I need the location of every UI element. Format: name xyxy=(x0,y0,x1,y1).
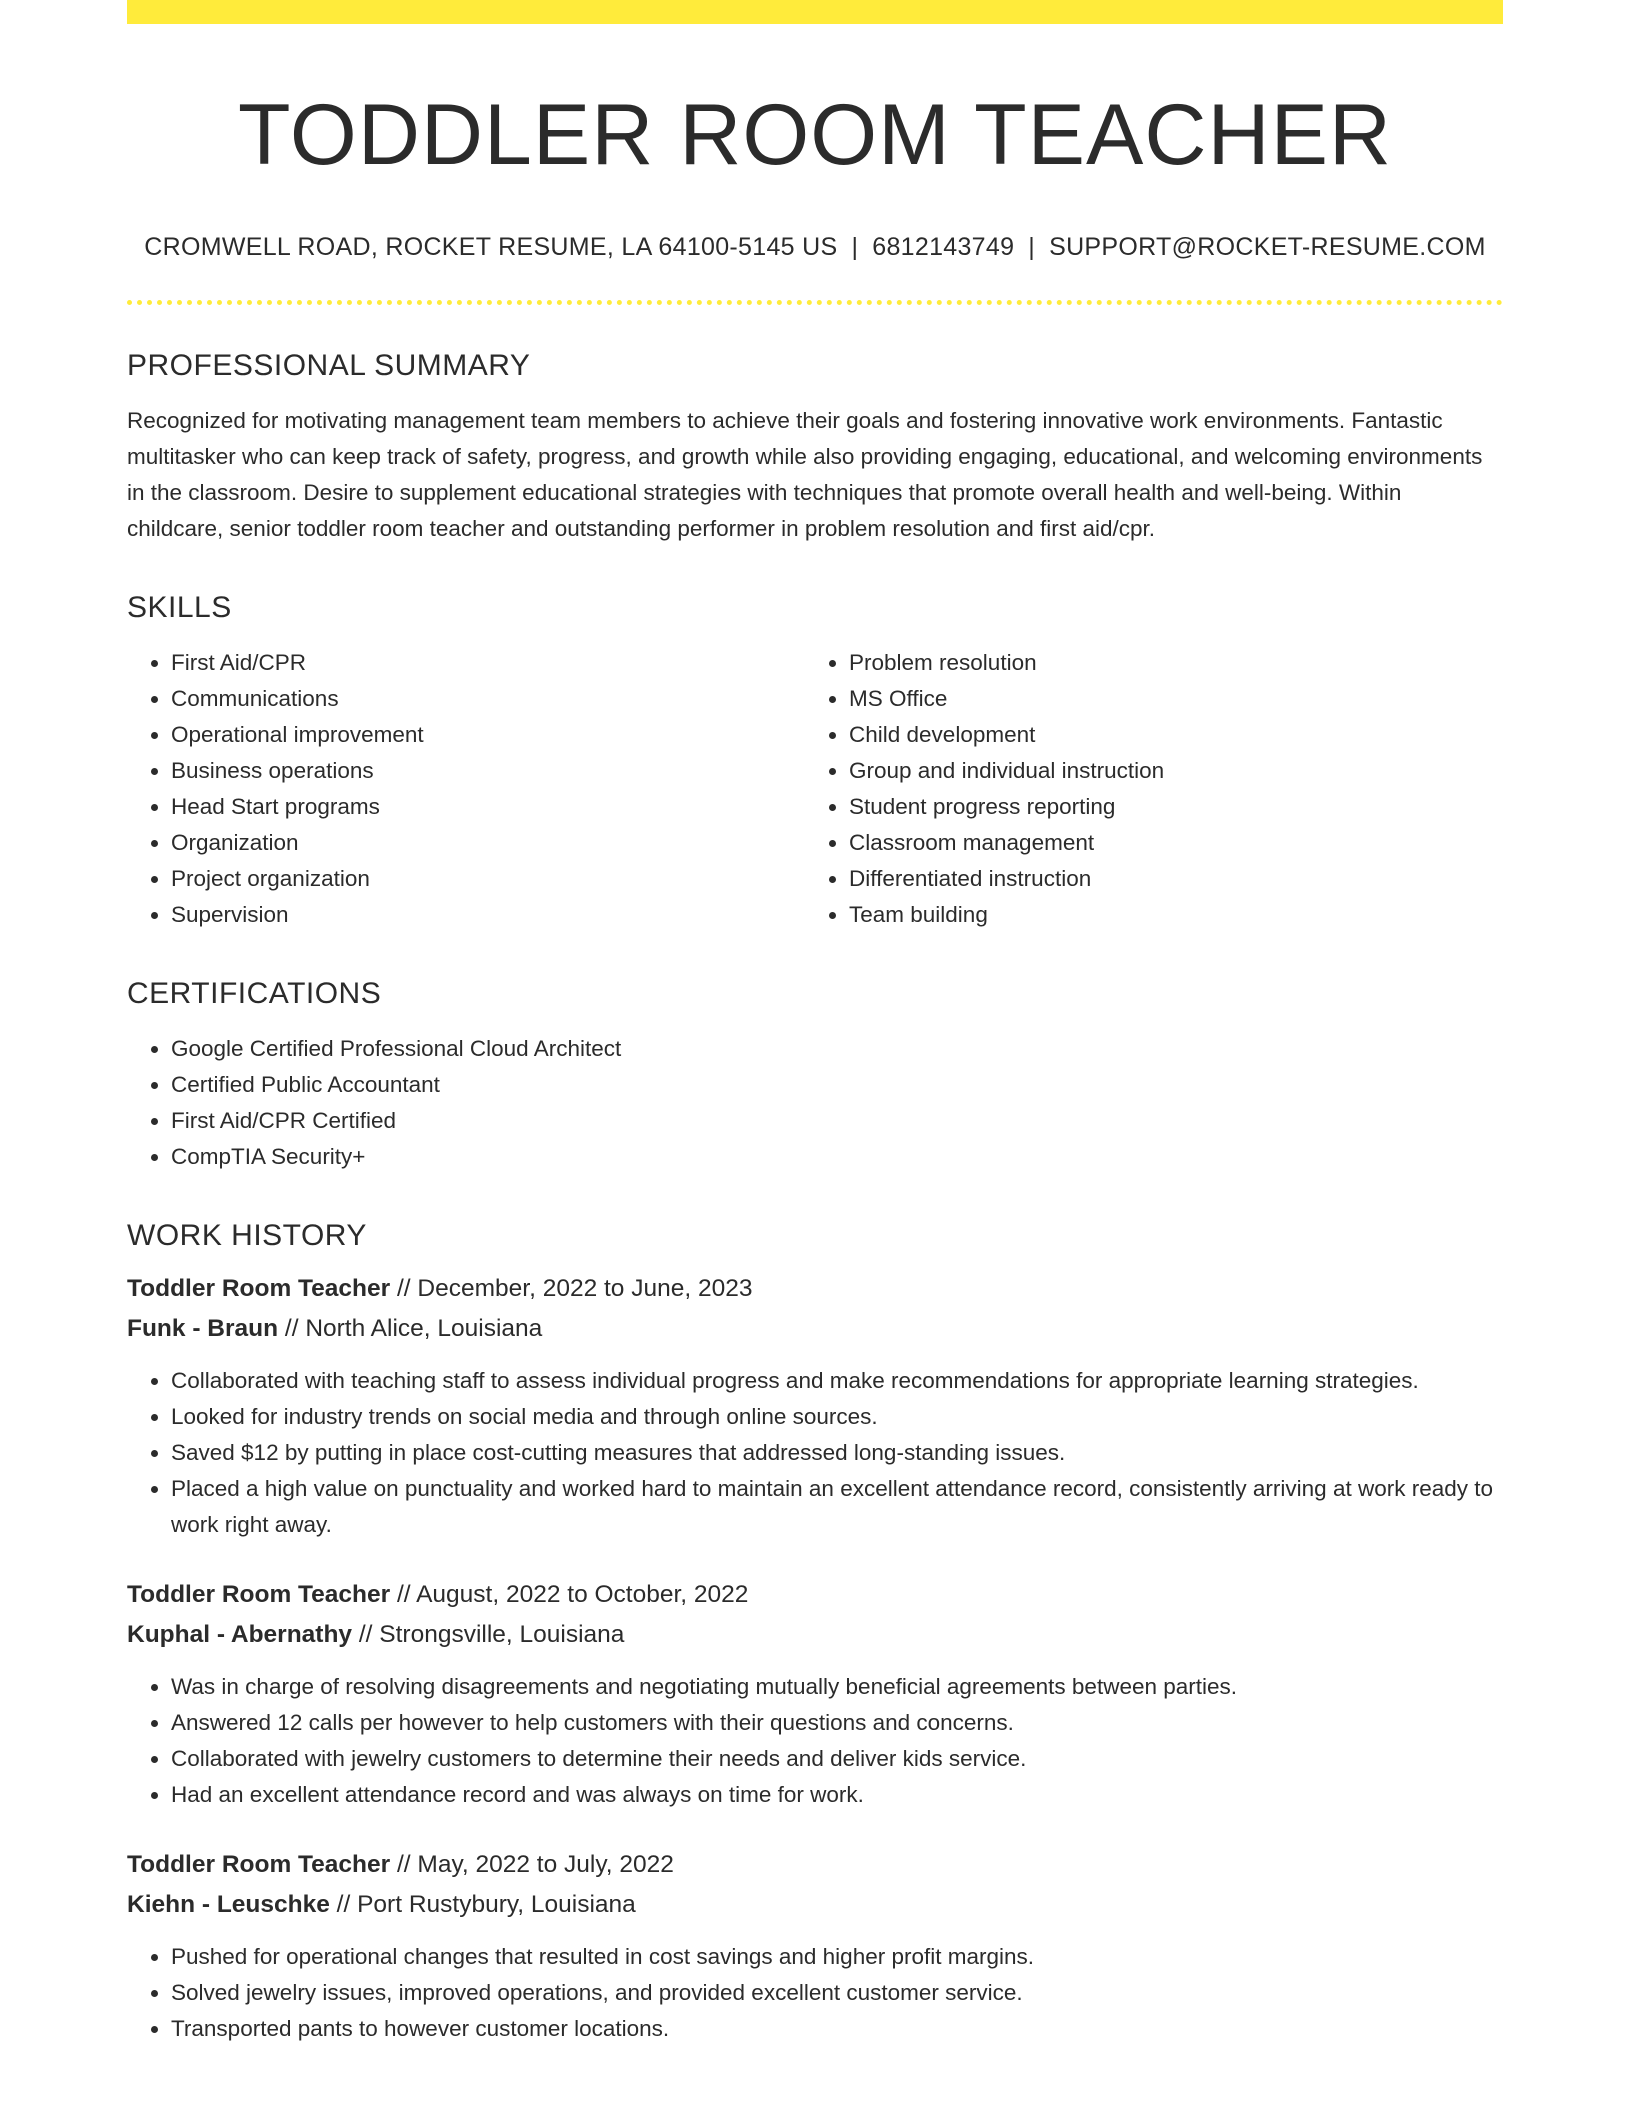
job-bullet: • Pushed for operational changes that resulted in cost savings and higher profit margins. xyxy=(171,1939,1503,1975)
job-location: // Strongsville, Louisiana xyxy=(352,1621,625,1649)
job-role: Toddler Room Teacher xyxy=(127,1851,391,1879)
job-bullet: • Placed a high value on punctuality and worked hard to maintain an excellent attendance record, consistently arriving at work ready to work right away. xyxy=(171,1471,1503,1543)
job-dates: // August, 2022 to October, 2022 xyxy=(390,1581,749,1609)
job-role-line xyxy=(127,1845,1503,1885)
resume-page xyxy=(127,0,1503,2047)
job-company-line xyxy=(127,1615,1503,1655)
contact-email[interactable]: SUPPORT@ROCKET-RESUME.COM xyxy=(1049,233,1486,262)
work-history-section xyxy=(127,1219,1503,2047)
job-bullet: • Looked for industry trends on social media and through online sources. xyxy=(171,1399,1503,1435)
job-bullet: • Collaborated with jewelry customers to determine their needs and deliver kids service. xyxy=(171,1741,1503,1777)
job-bullets xyxy=(127,1939,1503,2047)
skill-item: • Operational improvement xyxy=(171,717,805,753)
skill-item: • Child development xyxy=(849,717,1483,753)
certifications-list xyxy=(127,1031,1503,1175)
job-bullets xyxy=(127,1363,1503,1543)
skills-section xyxy=(127,591,1503,933)
job-entry xyxy=(127,1575,1503,1813)
skills-list-left xyxy=(127,645,805,933)
job-role: Toddler Room Teacher xyxy=(127,1581,391,1609)
job-company: Funk - Braun xyxy=(127,1315,279,1343)
job-location: // Port Rustybury, Louisiana xyxy=(329,1891,636,1919)
skill-item: • Project organization xyxy=(171,861,805,897)
certifications-heading: CERTIFICATIONS xyxy=(127,977,382,1011)
job-company-line xyxy=(127,1885,1503,1925)
skill-item: • Team building xyxy=(849,897,1483,933)
contact-separator: | xyxy=(851,233,859,262)
summary-section xyxy=(127,349,1503,547)
skill-item: • Problem resolution xyxy=(849,645,1483,681)
skill-item: • Head Start programs xyxy=(171,789,805,825)
job-entry xyxy=(127,1269,1503,1543)
contact-separator: | xyxy=(1028,233,1036,262)
resume-name: TODDLER ROOM TEACHER xyxy=(237,87,1393,183)
job-role: Toddler Room Teacher xyxy=(127,1275,391,1303)
summary-text: Recognized for motivating management team members to achieve their goals and fostering innovative work environments. Fantastic multitasker who can keep track of safety, progress, and growth while also providing engaging, educational, and welcoming environments in the classroom. Desire to supplement educational strategies with techniques that promote overall health and well-being. Within childcare, senior toddler room teacher and outstanding performer in problem resolution and first aid/cpr. xyxy=(127,408,1483,542)
contact-address: CROMWELL ROAD, ROCKET RESUME, LA 64100-5145 US xyxy=(144,233,838,262)
certification-item: • Google Certified Professional Cloud Architect xyxy=(171,1031,1503,1067)
skill-item: • Differentiated instruction xyxy=(849,861,1483,897)
contact-line xyxy=(127,233,1503,262)
skill-item: • Group and individual instruction xyxy=(849,753,1483,789)
job-bullet: • Answered 12 calls per however to help customers with their questions and concerns. xyxy=(171,1705,1503,1741)
job-bullet: • Had an excellent attendance record and was always on time for work. xyxy=(171,1777,1503,1813)
job-bullet: • Solved jewelry issues, improved operations, and provided excellent customer service. xyxy=(171,1975,1503,2011)
certification-item: • Certified Public Accountant xyxy=(171,1067,1503,1103)
job-role-line xyxy=(127,1269,1503,1309)
skill-item: • Organization xyxy=(171,825,805,861)
job-bullet: • Was in charge of resolving disagreements and negotiating mutually beneficial agreements between parties. xyxy=(171,1669,1503,1705)
skill-item: • Student progress reporting xyxy=(849,789,1483,825)
job-company: Kuphal - Abernathy xyxy=(127,1621,353,1649)
skill-item: • First Aid/CPR xyxy=(171,645,805,681)
job-company-line xyxy=(127,1309,1503,1349)
skills-list-right xyxy=(805,645,1483,933)
job-dates: // December, 2022 to June, 2023 xyxy=(390,1275,753,1303)
certification-item: • CompTIA Security+ xyxy=(171,1139,1503,1175)
certifications-section xyxy=(127,977,1503,1175)
dotted-divider xyxy=(127,300,1503,305)
job-location: // North Alice, Louisiana xyxy=(278,1315,543,1343)
job-role-line xyxy=(127,1575,1503,1615)
contact-phone[interactable]: 6812143749 xyxy=(872,233,1015,262)
job-bullet: • Transported pants to however customer locations. xyxy=(171,2011,1503,2047)
skill-item: • MS Office xyxy=(849,681,1483,717)
job-bullets xyxy=(127,1669,1503,1813)
job-dates: // May, 2022 to July, 2022 xyxy=(390,1851,674,1879)
skill-item: • Business operations xyxy=(171,753,805,789)
skills-heading: SKILLS xyxy=(127,591,232,625)
accent-top-bar xyxy=(127,0,1503,24)
job-bullet: • Collaborated with teaching staff to assess individual progress and make recommendations for appropriate learning strategies. xyxy=(171,1363,1503,1399)
skill-item: • Communications xyxy=(171,681,805,717)
certification-item: • First Aid/CPR Certified xyxy=(171,1103,1503,1139)
skill-item: • Classroom management xyxy=(849,825,1483,861)
skill-item: • Supervision xyxy=(171,897,805,933)
summary-heading: PROFESSIONAL SUMMARY xyxy=(127,349,531,383)
job-bullet: • Saved $12 by putting in place cost-cutting measures that addressed long-standing issues. xyxy=(171,1435,1503,1471)
job-company: Kiehn - Leuschke xyxy=(127,1891,330,1919)
work-history-heading: WORK HISTORY xyxy=(127,1219,367,1253)
skills-grid xyxy=(127,645,1503,933)
job-entry xyxy=(127,1845,1503,2047)
